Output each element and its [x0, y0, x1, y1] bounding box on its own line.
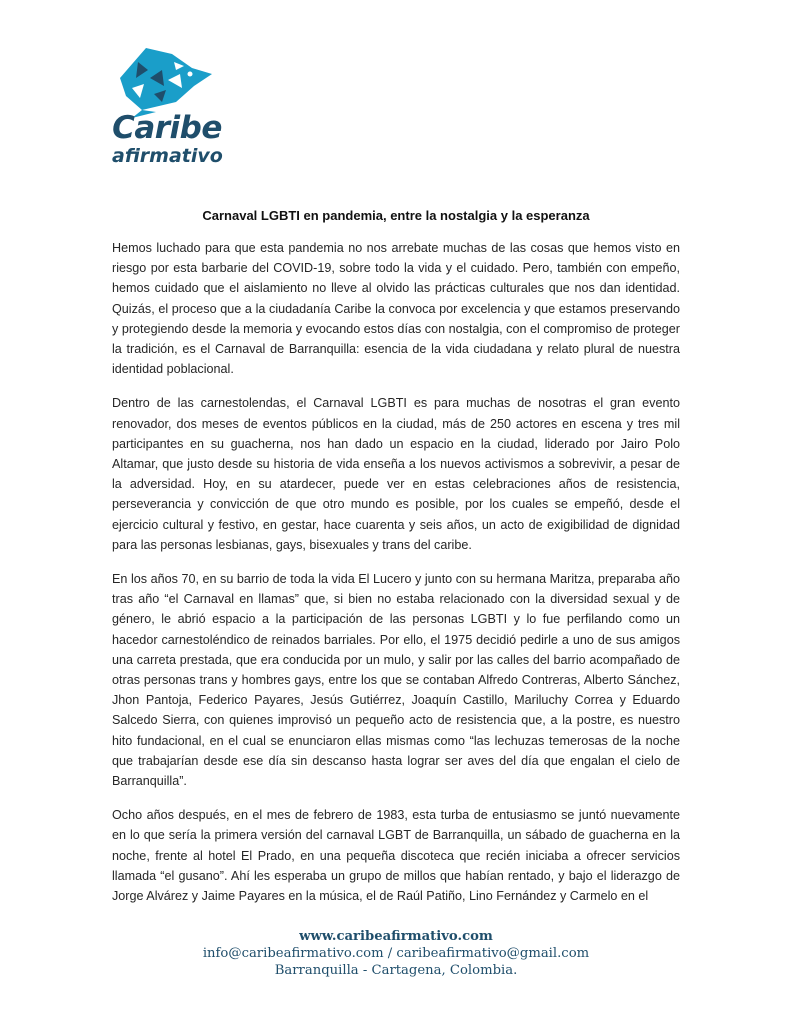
fish-icon	[112, 40, 222, 120]
brand-tagline: afirmativo	[112, 145, 223, 167]
document-body	[112, 238, 680, 920]
brand-logo	[112, 40, 222, 170]
footer-website[interactable]: www.caribeafirmativo.com	[299, 929, 493, 944]
footer-location: Barranquilla - Cartagena, Colombia.	[274, 963, 518, 978]
footer-emails[interactable]: info@caribeafirmativo.com / caribeafirmativo@gmail.com	[202, 946, 590, 961]
paragraph: Ocho años después, en el mes de febrero de 1983, esta turba de entusiasmo se juntó nuevamente en lo que sería la primera versión del carnaval LGBT de Barranquilla, un sábado de guacherna en la noche, frente al hotel El Prado, en una pequeña discoteca que recién iniciaba a ofrecer servicios llamada “el gusano”. Ahí les esperaba un grupo de millos que habían rentado, y bajo el liderazgo de Jorge Alvárez y Jaime Payares en la música, el de Raúl Patiño, Lino Fernández y Carmelo en el	[112, 808, 680, 904]
page-footer	[112, 928, 680, 979]
paragraph: En los años 70, en su barrio de toda la vida El Lucero y junto con su hermana Maritza, preparaba año tras año “el Carnaval en llamas” que, si bien no estaba relacionado con la diversidad sexual y de género, le abrió espacio a la participación de las personas LGBTI y lo fue perfilando como un hacedor carnestoléndico de reinados barriales. Por ello, el 1975 decidió pedirle a uno de sus amigos una carreta prestada, que era conducida por un mulo, y salir por las calles del barrio acompañado de otras personas trans y hombres gays, entre los que se contaban Alfredo Contreras, Alberto Sánchez, Jhon Pantoja, Federico Payares, Jesús Gutiérrez, Joaquín Castillo, Mariluchy Correa y Eduardo Salcedo Sierra, con quienes improvisó un pequeño acto de resistencia que, a la postre, es nuestro hito fundacional, en el cual se enunciaron ellas mismas como “las lechuzas temerosas de la noche que trabajarían desde ese día sin descanso hasta lograr ser aves del día que engalan el cielo de Barranquilla”.	[112, 572, 680, 789]
paragraph: Dentro de las carnestolendas, el Carnaval LGBTI es para muchas de nosotras el gran evento renovador, dos meses de eventos públicos en la ciudad, más de 250 actores en escena y tres mil participantes en su guacherna, nos han dado un espacio en la ciudad, liderado por Jairo Polo Altamar, que justo desde su historia de vida enseña a los nuevos activismos a sobrevivir, a pesar de la adversidad. Hoy, en su atardecer, puede ver en estas celebraciones años de resistencia, perseverancia y convicción de que otro mundo es posible, por los cuales se empeñó, desde el ejercicio cultural y festivo, en gestar, hace cuarenta y seis años, un acto de exigibilidad de dignidad para las personas lesbianas, gays, bisexuales y trans del caribe.	[112, 396, 680, 552]
paragraph: Hemos luchado para que esta pandemia no nos arrebate muchas de las cosas que hemos visto en riesgo por esta barbarie del COVID-19, sobre todo la vida y el cuidado. Pero, también con empeño, hemos cuidado que el aislamiento no lleve al olvido las prácticas culturales que nos dan identidad. Quizás, el proceso que a la ciudadanía Caribe la convoca por excelencia y que estamos preservando y protegiendo desde la memoria y evocando estos días con nostalgia, con el compromiso de proteger la tradición, es el Carnaval de Barranquilla: esencia de la vida ciudadana y relato plural de nuestra identidad poblacional.	[112, 241, 680, 377]
brand-name: Caribe	[112, 110, 222, 146]
document-title: Carnaval LGBTI en pandemia, entre la nostalgia y la esperanza	[202, 208, 590, 223]
